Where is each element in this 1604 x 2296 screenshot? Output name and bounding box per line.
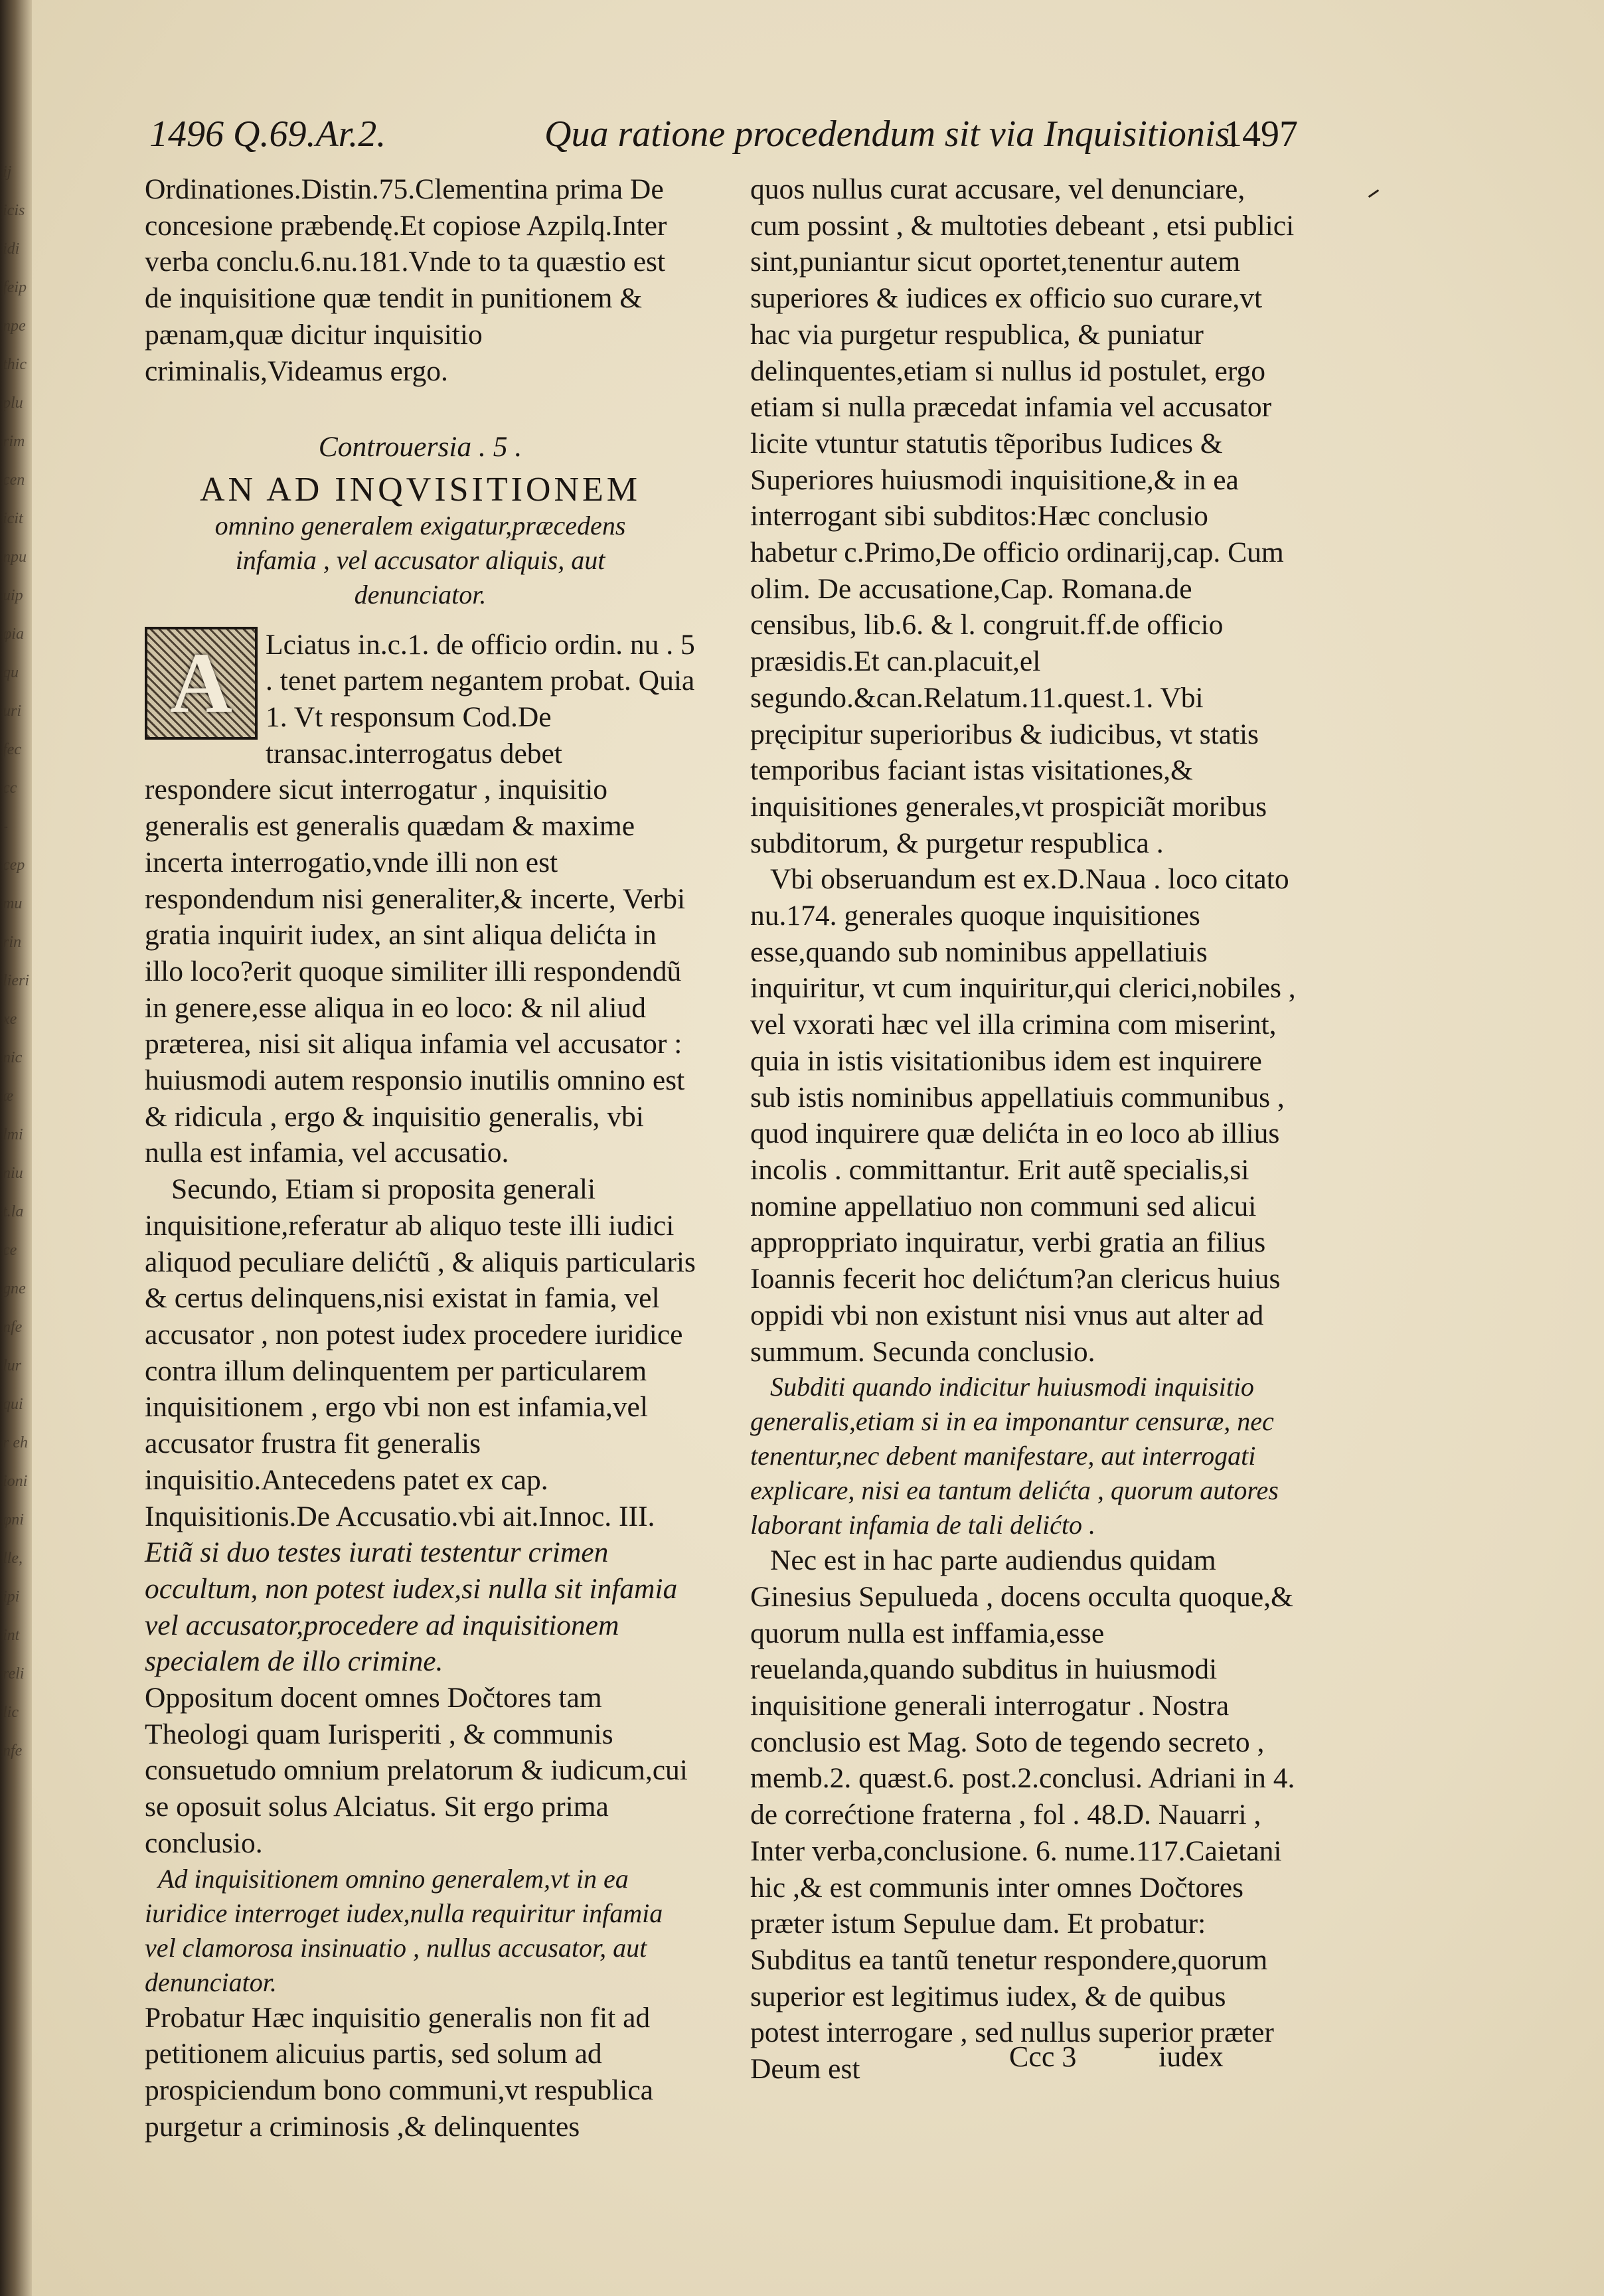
page-number: 1497 [1224, 114, 1298, 155]
paragraph: Nec est in hac parte audiendus quidam Ginesius Sepulueda , docens occulta quoque,& quorum nulla est inffamia,esse reuelanda,quando subditus in huiusmodi inquisitione generali interrogatur . Nostra conclusio est Mag. Soto de tegendo secreto , memb.2. quæst.6. post.2.conclusi. Adriani in 4. de correćtione fraterna , fol . 48.D. Nauarri , Inter verba,conclusione. 6. nume.117.Caietani hic ,& est communis inter omnes Dočtores præter istum Sepulue dam. Et probatur: Subditus ea tantũ tenetur respondere,quorum superior est legitimus iudex, & de quibus potest interrogare , sed nullus superior præter Deum est [750, 1544, 1295, 2086]
paragraph: Lciatus in.c.1. de officio ordin. nu . 5 . tenet partem negantem probat. Quia 1. Vt responsum Cod.De transac.interrogatus debet respondere sicut interrogatur , inquisitio generalis est generalis quædam & maxime incerta interrogatio,vnde illi non est respondendum nisi generaliter,& incerte, Verbi gratia inquirit iudex, an sint aliqua delićta in illo loco?erit quoque similiter illi respondendũ in genere,esse aliqua in eo loco: & nil aliud præterea, nisi sit aliqua infamia vel accusator : huiusmodi autem responsio inutilis omnino est & ridicula , ergo & inquisitio generalis, vbi nulla est infamia, vel accusatio. [145, 628, 695, 1169]
signature-mark: Ccc 3 [1009, 2040, 1077, 2073]
section-subheading: omnino generalem exigatur,præcedens infamia , vel accusator aliquis, aut denunciator. [214, 510, 626, 610]
catchword: iudex [1159, 2040, 1224, 2073]
second-conclusion: Subditi quando indicitur huiusmodi inquisitio generalis,etiam si in ea imponantur censuræ, nec tenentur,nec debent manifestare, aut interrogati explicare, nisi ea tantum delićta , quorum autores laborant infamia de tali delićto . [750, 1372, 1279, 1540]
paragraph: Ordinationes.Distin.75.Clementina prima De concesione præbendę.Et copiose Azpilq.Inter verba conclu.6.nu.181.Vnde to ta quæstio est de inquisitione quæ tendit in punitionem & pænam,quæ dicitur inquisitio criminalis,Videamus ergo. [145, 173, 667, 387]
running-head-title: Qua ratione procedendum sit via Inquisitionis. [544, 114, 1240, 155]
paragraph: quos nullus curat accusare, vel denunciare, cum possint , & multoties debeant , etsi publici sint,puniantur sicut oportet,tenentur autem superiores & iudices ex officio suo curare,vt hac via purgetur respublica, & puniatur delinquentes,etiam si nullus id postulet, ergo etiam si nulla præcedat infamia vel accusator licite vtuntur statutis tẽporibus Iudices & Superiores huiusmodi inquisitione,& in ea interrogant sibi subditos:Hæc conclusio habetur c.Primo,De officio ordinarij,cap. Cum olim. De accusatione,Cap. Romana.de censibus, lib.6. & l. congruit.ff.de officio præsidis.Et can.placuit,el segundo.&can.Relatum.11.quest.1. Vbi pręcipitur superioribus & iudicibus, vt statis temporibus faciant istas visitationes,& inquisitiones generales,vt prospiciãt moribus subditorum, & purgetur respublica . [750, 173, 1295, 859]
paragraph: Probatur Hæc inquisitio generalis non fit ad petitionem alicuius partis, sed solum ad prospiciendum bono communi,vt respublica purgetur a criminosis ,& delinquentes [145, 2001, 653, 2143]
running-head-left: 1496 Q.69.Ar.2. [149, 114, 386, 155]
decorated-initial: A [145, 627, 258, 740]
right-column [750, 171, 1301, 2088]
first-conclusion: Ad inquisitionem omnino generalem,vt in ea iuridice interroget iudex,nulla requiritur infamia vel clamorosa insinuatio , nullus accusator, aut denunciator. [145, 1863, 663, 1997]
binding-gutter [0, 0, 32, 2296]
ink-mark [1368, 189, 1379, 198]
quotation: Etiã si duo testes iurati testentur crimen occultum, non potest iudex,si nulla sit infamia vel accusator,procedere ad inquisitionem specialem de illo crimine. [145, 1536, 678, 1678]
left-column [145, 171, 696, 2145]
section-heading: AN AD INQVISITIONEM [199, 470, 641, 509]
opening-paragraph [145, 627, 696, 1172]
paragraph: Vbi obseruandum est ex.D.Naua . loco citato nu.174. generales quoque inquisitiones esse,quando sub nominibus appellatiuis inquiritur, vt cum inquiritur,qui clerici,nobiles , vel vxorati hæc vel illa crimina com miserint, quia in istis visitationibus idem est inquirere sub istis nominibus appellatiuis communibus , quod inquirere quæ delićta in eo loco ab illius incolis . committantur. Erit autẽ specialis,si nomine appellatiuo non communi sed alicui approppriato inquiratur, verbi gratia an filius Ioannis fecerit hoc delićtum?an clericus huius oppidi vbi non existunt nisi vnus aut alter ad summum. Secunda conclusio. [750, 863, 1296, 1368]
facing-page-fragment: ij icis idi feip npe thic plu rim cen icit npu uip φia qu uri fec cc - cep mu rin lieri xe nic æ lmi niu t.la ce gne nfe lur qui r eh ioni φni lle, ipi int reli lic nfe [3, 163, 29, 1760]
paragraph: Oppositum docent omnes Dočtores tam Theologi quam Iurisperiti , & communis consuetudo omnium prelatorum & iudicum,cui se oposuit solus Alciatus. Sit ergo prima conclusio. [145, 1682, 688, 1859]
paragraph: Secundo, Etiam si proposita generali inquisitione,referatur ab aliquo teste illi iudici aliquod peculiare delićtũ , & aliquis particularis & certus delinquens,nisi existat in famia, vel accusator , non potest iudex procedere iuridice contra illum delinquentem per particularem inquisitionem , ergo vbi non est infamia,vel accusator frustra fit generalis inquisitio.Antecedens patet ex cap. Inquisitionis.De Accusatio.vbi ait.Innoc. III. [145, 1173, 696, 1532]
controversia-label: Controuersia . 5 . [318, 431, 522, 463]
